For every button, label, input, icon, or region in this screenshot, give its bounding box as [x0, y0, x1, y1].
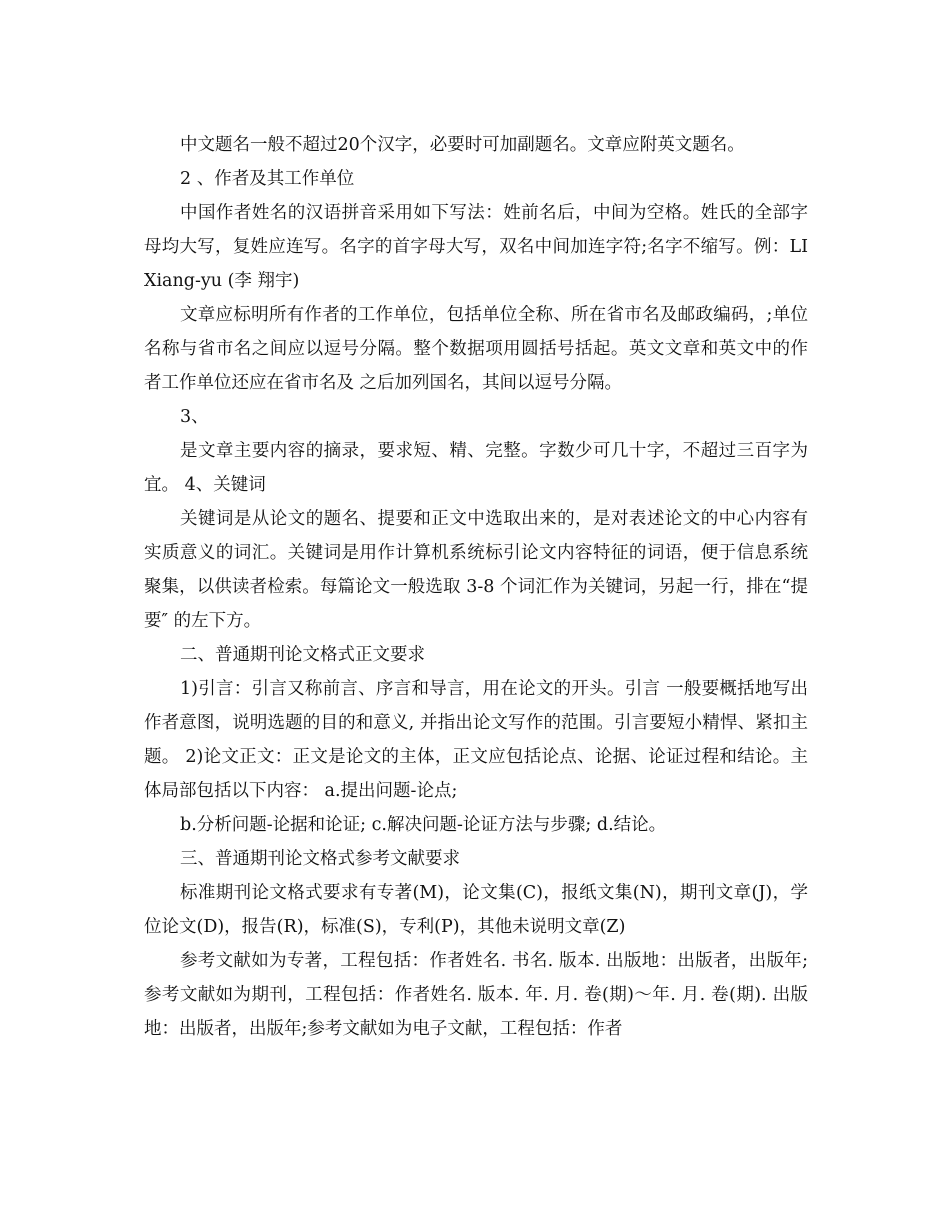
document-body [144, 128, 808, 1046]
section-heading-references: 三、普通期刊论文格式参考文献要求 [180, 849, 460, 869]
section-heading-body: 二、普通期刊论文格式正文要求 [180, 645, 425, 665]
section-heading-author: 2 、作者及其工作单位 [180, 169, 355, 189]
paragraph-author-name: 中国作者姓名的汉语拼音采用如下写法：姓前名后，中间为空格。姓氏的全部字母均大写，复姓应连写。名字的首字母大写，双名中间加连字符;名字不缩写。例：LI Xiang-yu (李 翔宇) [144, 203, 808, 291]
paragraph-reference-format: 参考文献如为专著，工程包括：作者姓名. 书名. 版本. 出版地：出版者，出版年;参考文献如为期刊，工程包括：作者姓名. 版本. 年. 月. 卷(期)～年. 月. 卷(期). 出版地：出版者，出版年;参考文献如为电子文献，工程包括：作者 [144, 951, 808, 1039]
section-heading-3: 3、 [180, 407, 209, 427]
paragraph-keywords: 关键词是从论文的题名、提要和正文中选取出来的，是对表述论文的中心内容有实质意义的词汇。关键词是用作计算机系统标引论文内容特征的词语，便于信息系统聚集，以供读者检索。每篇论文一般选取 3-8 个词汇作为关键词，另起一行，排在“提要″ 的左下方。 [144, 509, 808, 631]
paragraph-introduction: 1)引言：引言又称前言、序言和导言，用在论文的开头。引言 一般要概括地写出作者意图，说明选题的目的和意义, 并指出论文写作的范围。引言要短小精悍、紧扣主题。 2)论文正文：正文是论文的主体，正文应包括论点、论据、论证过程和结论。主体局部包括以下内容： a.提出问题-论点; [144, 679, 808, 801]
paragraph-title-rule: 中文题名一般不超过20个汉字，必要时可加副题名。文章应附英文题名。 [180, 135, 745, 155]
paragraph-analysis: b.分析问题-论据和论证; c.解决问题-论证方法与步骤; d.结论。 [180, 815, 667, 835]
paragraph-abstract: 是文章主要内容的摘录，要求短、精、完整。字数少可几十字，不超过三百字为宜。 4、关键词 [144, 441, 808, 495]
paragraph-author-affiliation: 文章应标明所有作者的工作单位，包括单位全称、所在省市名及邮政编码，;单位名称与省市名之间应以逗号分隔。整个数据项用圆括号括起。英文文章和英文中的作者工作单位还应在省市名及 之后加列国名，其间以逗号分隔。 [144, 305, 808, 393]
paragraph-reference-types: 标准期刊论文格式要求有专著(M)，论文集(C)，报纸文集(N)，期刊文章(J)，学位论文(D)，报告(R)，标准(S)，专利(P)，其他未说明文章(Z) [144, 883, 808, 937]
